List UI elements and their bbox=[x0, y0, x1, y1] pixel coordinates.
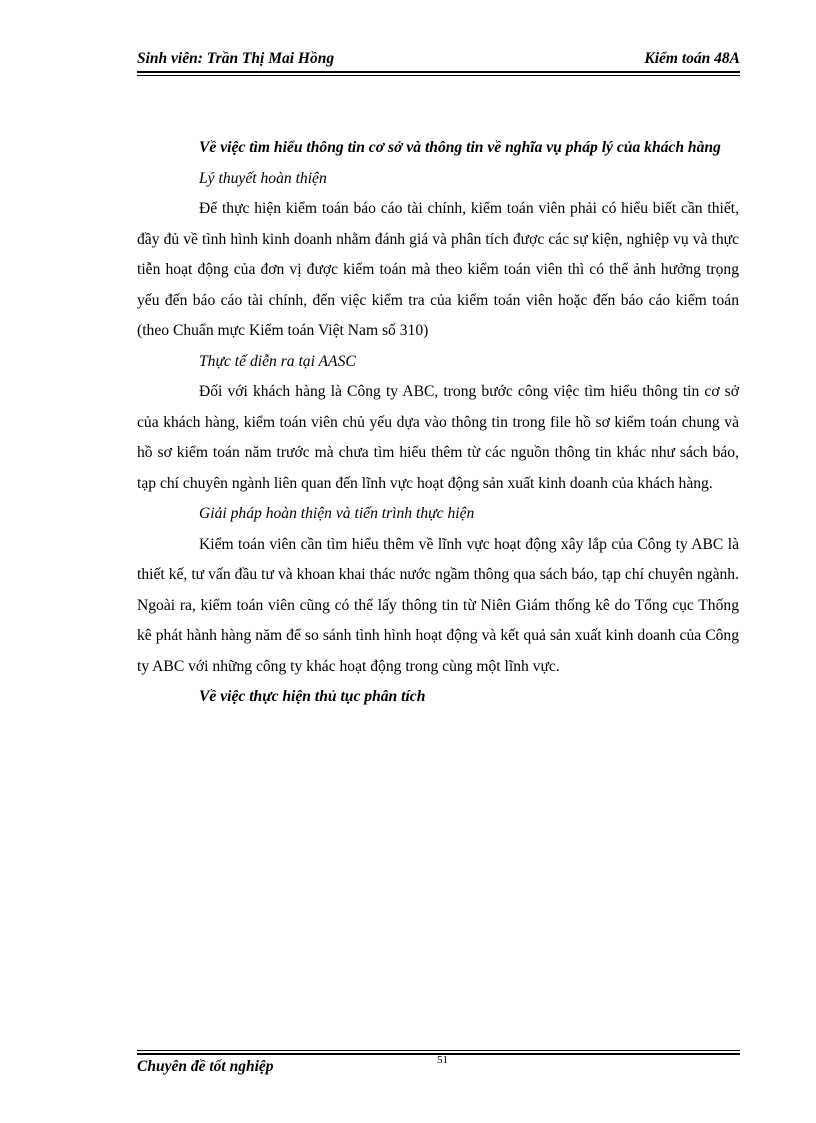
header-rule-thin bbox=[137, 75, 740, 76]
header-rule-thick bbox=[137, 71, 740, 73]
section-heading-analytical-procedures: Về việc thực hiện thủ tục phân tích bbox=[199, 688, 426, 705]
subheading-theory: Lý thuyết hoàn thiện bbox=[199, 169, 327, 187]
page-header bbox=[137, 50, 740, 72]
subheading-solution: Giải pháp hoàn thiện và tiến trình thực hiện bbox=[199, 505, 475, 522]
footer-rule-thin bbox=[137, 1050, 740, 1051]
header-student-name: Sinh viên: Trần Thị Mai Hồng bbox=[137, 50, 335, 67]
paragraph-solution: Kiểm toán viên cần tìm hiểu thêm về lĩnh vực hoạt động xây lắp của Công ty ABC là thiết kế, tư vấn đầu tư và khoan khai thác nước ngầm thông qua sách báo, tạp chí chuyên ngành. Ngoài ra, kiểm toán viên cũng có thể lấy thông tin từ Niên Giám thống kê do Tổng cục Thống kê phát hành hàng năm để so sánh tình hình hoạt động và kết quả sản xuất kinh doanh của Công ty ABC với những công ty khác hoạt động trong cùng một lĩnh vực. bbox=[137, 535, 739, 675]
paragraph-practice: Đối với khách hàng là Công ty ABC, trong bước công việc tìm hiểu thông tin cơ sở của khách hàng, kiểm toán viên chủ yếu dựa vào thông tin trong file hồ sơ kiểm toán chung và hồ sơ kiểm toán năm trước mà chưa tìm hiểu thêm từ các nguồn thông tin khác như sách báo, tạp chí chuyên ngành liên quan đến lĩnh vực hoạt động sản xuất kinh doanh của khách hàng. bbox=[137, 383, 739, 492]
paragraph-theory: Để thực hiện kiểm toán báo cáo tài chính, kiểm toán viên phải có hiểu biết cần thiết, đầy đủ về tình hình kinh doanh nhằm đánh giá và phân tích được các sự kiện, nghiệp vụ và thực tiễn hoạt động của đơn vị được kiểm toán mà theo kiểm toán viên thì có thể ảnh hưởng trọng yếu đến báo cáo tài chính, đến việc kiểm tra của kiểm toán viên hoặc đến báo cáo kiểm toán (theo Chuẩn mực Kiểm toán Việt Nam số 310) bbox=[137, 200, 739, 339]
page-content bbox=[137, 133, 739, 713]
footer-title: Chuyên đề tốt nghiệp bbox=[137, 1058, 274, 1075]
section-heading-background-info: Về việc tìm hiểu thông tin cơ sở và thông tin về nghĩa vụ pháp lý của khách hàng bbox=[199, 139, 721, 156]
page-number: 51 bbox=[437, 1054, 448, 1066]
subheading-practice: Thực tế diễn ra tại AASC bbox=[199, 352, 356, 370]
header-class: Kiểm toán 48A bbox=[644, 50, 740, 67]
